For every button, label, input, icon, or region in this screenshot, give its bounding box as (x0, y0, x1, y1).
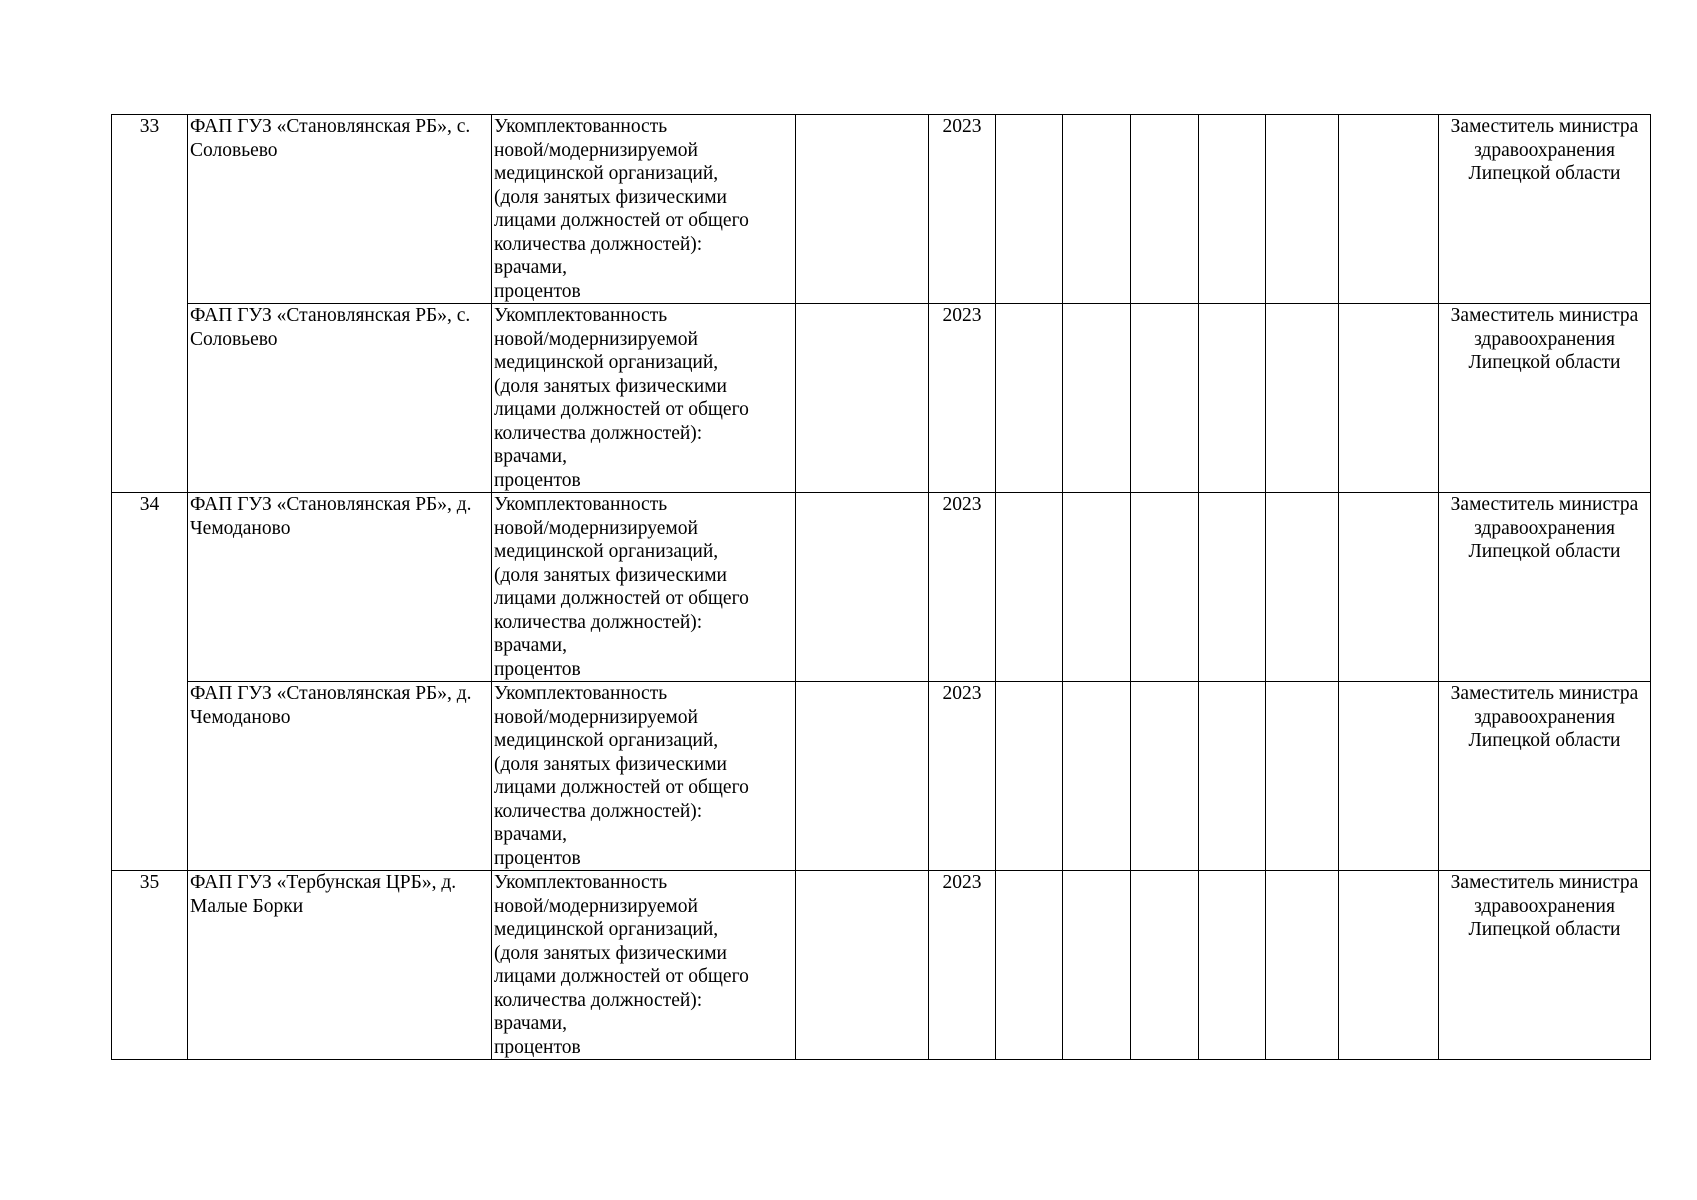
table-row (112, 682, 1651, 871)
year-cell: 2023 (929, 115, 996, 304)
value-cell (1131, 115, 1199, 304)
table-row (112, 493, 1651, 682)
organization-cell: ФАП ГУЗ «Тербунская ЦРБ», д. Малые Борки (188, 871, 492, 1060)
value-cell (1131, 493, 1199, 682)
table-row (112, 304, 1651, 493)
value-cell (1199, 871, 1266, 1060)
value-cell (1266, 871, 1339, 1060)
value-cell (1199, 115, 1266, 304)
row-number: 35 (112, 871, 188, 1060)
value-cell (1266, 304, 1339, 493)
value-cell (996, 115, 1063, 304)
organization-cell: ФАП ГУЗ «Становлянская РБ», с. Соловьево (188, 115, 492, 304)
value-cell (1063, 115, 1131, 304)
organization-cell: ФАП ГУЗ «Становлянская РБ», д. Чемоданово (188, 682, 492, 871)
responsible-cell: Заместитель министра здравоохранения Липецкой области (1439, 304, 1651, 493)
row-number: 34 (112, 493, 188, 871)
value-cell (1063, 304, 1131, 493)
indicators-table (111, 114, 1651, 1060)
value-cell (996, 682, 1063, 871)
year-cell: 2023 (929, 493, 996, 682)
table-row (112, 871, 1651, 1060)
base-value-cell (796, 304, 929, 493)
value-cell (1339, 871, 1439, 1060)
indicator-cell: Укомплектованность новой/модернизируемой медицинской организаций, (доля занятых физическими лицами должностей от общего количества должностей): врачами, процентов (492, 682, 796, 871)
value-cell (996, 871, 1063, 1060)
indicator-cell: Укомплектованность новой/модернизируемой медицинской организаций, (доля занятых физическими лицами должностей от общего количества должностей): врачами, процентов (492, 493, 796, 682)
base-value-cell (796, 871, 929, 1060)
year-cell: 2023 (929, 871, 996, 1060)
value-cell (1131, 304, 1199, 493)
value-cell (1199, 304, 1266, 493)
value-cell (1266, 682, 1339, 871)
organization-cell: ФАП ГУЗ «Становлянская РБ», с. Соловьево (188, 304, 492, 493)
responsible-cell: Заместитель министра здравоохранения Липецкой области (1439, 682, 1651, 871)
base-value-cell (796, 493, 929, 682)
responsible-cell: Заместитель министра здравоохранения Липецкой области (1439, 871, 1651, 1060)
value-cell (1063, 871, 1131, 1060)
indicator-cell: Укомплектованность новой/модернизируемой медицинской организаций, (доля занятых физическими лицами должностей от общего количества должностей): врачами, процентов (492, 304, 796, 493)
value-cell (1266, 115, 1339, 304)
value-cell (1339, 493, 1439, 682)
value-cell (1063, 493, 1131, 682)
value-cell (1199, 682, 1266, 871)
base-value-cell (796, 115, 929, 304)
organization-cell: ФАП ГУЗ «Становлянская РБ», д. Чемоданово (188, 493, 492, 682)
year-cell: 2023 (929, 682, 996, 871)
indicator-cell: Укомплектованность новой/модернизируемой медицинской организаций, (доля занятых физическими лицами должностей от общего количества должностей): врачами, процентов (492, 871, 796, 1060)
value-cell (996, 304, 1063, 493)
year-cell: 2023 (929, 304, 996, 493)
value-cell (1063, 682, 1131, 871)
value-cell (1339, 115, 1439, 304)
indicator-cell: Укомплектованность новой/модернизируемой медицинской организаций, (доля занятых физическими лицами должностей от общего количества должностей): врачами, процентов (492, 115, 796, 304)
value-cell (1199, 493, 1266, 682)
responsible-cell: Заместитель министра здравоохранения Липецкой области (1439, 115, 1651, 304)
table-row (112, 115, 1651, 304)
value-cell (1131, 871, 1199, 1060)
responsible-cell: Заместитель министра здравоохранения Липецкой области (1439, 493, 1651, 682)
row-number: 33 (112, 115, 188, 493)
value-cell (1266, 493, 1339, 682)
value-cell (1131, 682, 1199, 871)
base-value-cell (796, 682, 929, 871)
value-cell (996, 493, 1063, 682)
value-cell (1339, 682, 1439, 871)
value-cell (1339, 304, 1439, 493)
